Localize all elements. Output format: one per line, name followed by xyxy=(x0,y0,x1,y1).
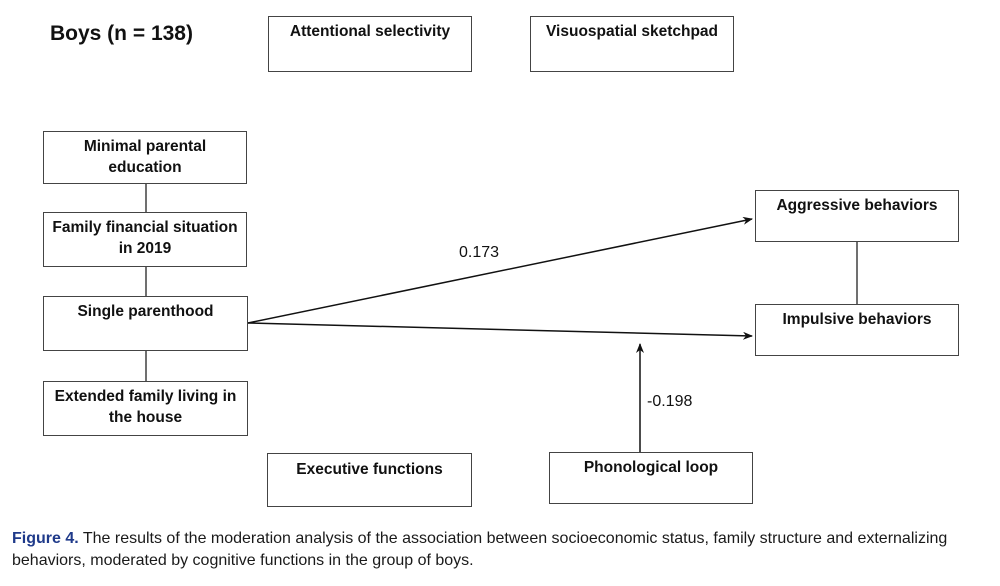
arrow-single-to-impulsive xyxy=(248,323,752,336)
executive-functions-label: Executive functions xyxy=(296,461,443,478)
figure-caption-label: Figure 4. xyxy=(12,530,79,547)
extended-family-line-1: Extended family living in xyxy=(54,388,237,405)
executive-functions-box xyxy=(267,453,472,507)
attentional-selectivity-box xyxy=(268,16,472,72)
extended-family-box xyxy=(43,381,248,436)
phonological-loop-box xyxy=(549,452,753,504)
visuospatial-sketchpad-box xyxy=(530,16,734,72)
group-title: Boys (n = 138) xyxy=(50,22,193,45)
family-financial-situation-line-1: Family financial situation xyxy=(52,219,238,236)
family-financial-situation-line-2: in 2019 xyxy=(118,240,172,257)
visuospatial-sketchpad-label: Visuospatial sketchpad xyxy=(546,23,718,40)
arrow-single-to-aggressive xyxy=(248,219,752,323)
aggressive-behaviors-label: Aggressive behaviors xyxy=(776,197,938,214)
figure-caption-text: The results of the moderation analysis of the association between socioeconomic status, family structure and externalizing behaviors, moderated by cognitive functions in the group of boys. xyxy=(12,530,948,569)
minimal-parental-education-line-1: Minimal parental xyxy=(83,138,207,155)
family-financial-situation-box xyxy=(43,212,247,267)
coefficient-single-to-aggressive: 0.173 xyxy=(459,244,500,261)
coefficient-phonological-moderation: -0.198 xyxy=(647,393,693,410)
minimal-parental-education-box xyxy=(43,131,247,184)
single-parenthood-label: Single parenthood xyxy=(77,303,214,320)
aggressive-behaviors-box xyxy=(755,190,959,242)
phonological-loop-label: Phonological loop xyxy=(583,459,719,476)
extended-family-line-2: the house xyxy=(108,409,183,426)
figure-caption xyxy=(12,528,997,572)
impulsive-behaviors-label: Impulsive behaviors xyxy=(782,311,932,328)
single-parenthood-box xyxy=(43,296,248,351)
attentional-selectivity-label: Attentional selectivity xyxy=(289,23,451,40)
impulsive-behaviors-box xyxy=(755,304,959,356)
minimal-parental-education-line-2: education xyxy=(108,159,182,176)
